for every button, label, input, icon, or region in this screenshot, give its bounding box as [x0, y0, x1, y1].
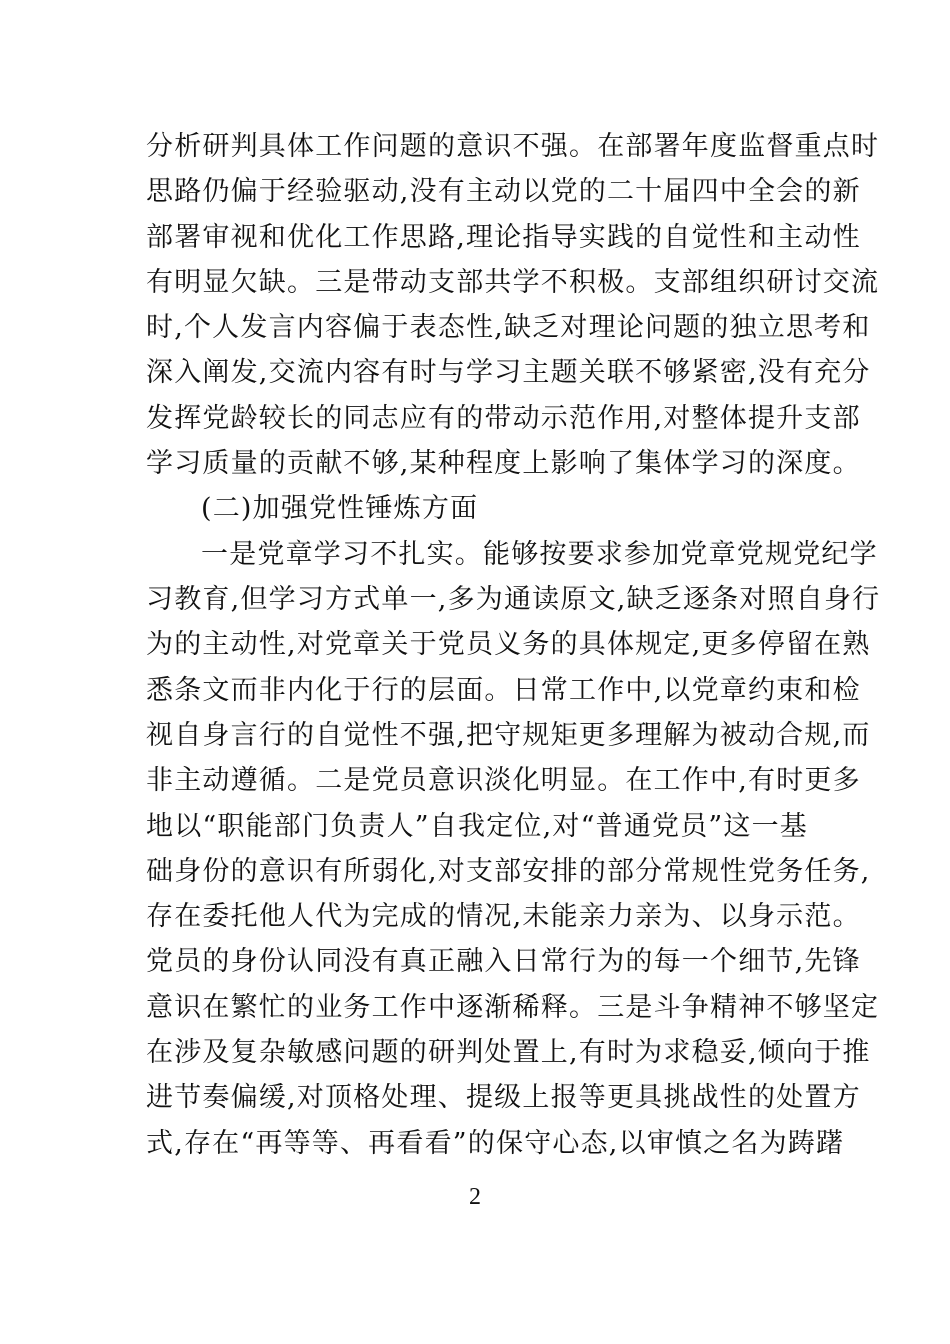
body-text-line: 式,存在“再等等、再看看”的保守心态,以审慎之名为踌躇 — [146, 1128, 845, 1159]
body-text-line: 思路仍偏于经验驱动,没有主动以党的二十届四中全会的新 — [146, 176, 861, 207]
body-text-line: 有明显欠缺。三是带动支部共学不积极。支部组织研讨交流 — [146, 267, 880, 298]
body-text-line: 学习质量的贡献不够,某种程度上影响了集体学习的深度。 — [146, 448, 861, 479]
body-text-line: 础身份的意识有所弱化,对支部安排的部分常规性党务任务, — [146, 856, 871, 887]
body-text-line: 习教育,但学习方式单一,多为通读原文,缺乏逐条对照自身行 — [146, 584, 881, 615]
body-text-line: 发挥党龄较长的同志应有的带动示范作用,对整体提升支部 — [146, 403, 861, 434]
body-text-line: 分析研判具体工作问题的意识不强。在部署年度监督重点时 — [146, 131, 880, 162]
body-text-line: 存在委托他人代为完成的情况,未能亲力亲为、以身示范。 — [146, 901, 861, 932]
body-text-line: 党员的身份认同没有真正融入日常行为的每一个细节,先锋 — [146, 946, 861, 977]
body-text-line: 地以“职能部门负责人”自我定位,对“普通党员”这一基 — [146, 811, 808, 842]
body-text-line: 意识在繁忙的业务工作中逐渐稀释。三是斗争精神不够坚定 — [146, 992, 880, 1023]
body-text-line: 非主动遵循。二是党员意识淡化明显。在工作中,有时更多 — [146, 765, 861, 796]
section-heading: (二)加强党性锤炼方面 — [201, 493, 479, 524]
body-text-line: 一是党章学习不扎实。能够按要求参加党章党规党纪学 — [201, 539, 878, 570]
body-text-line: 视自身言行的自觉性不强,把守规矩更多理解为被动合规,而 — [146, 720, 871, 751]
page-number: 2 — [469, 1184, 481, 1210]
body-text-line: 部署审视和优化工作思路,理论指导实践的自觉性和主动性 — [146, 222, 861, 253]
body-text-line: 时,个人发言内容偏于表态性,缺乏对理论问题的独立思考和 — [146, 312, 871, 343]
body-text-line: 在涉及复杂敏感问题的研判处置上,有时为求稳妥,倾向于推 — [146, 1037, 871, 1068]
body-text-line: 为的主动性,对党章关于党员义务的具体规定,更多停留在熟 — [146, 629, 871, 660]
body-text-line: 深入阐发,交流内容有时与学习主题关联不够紧密,没有充分 — [146, 357, 871, 388]
body-text-line: 进节奏偏缓,对顶格处理、提级上报等更具挑战性的处置方 — [146, 1082, 861, 1113]
body-text-line: 悉条文而非内化于行的层面。日常工作中,以党章约束和检 — [146, 675, 861, 706]
